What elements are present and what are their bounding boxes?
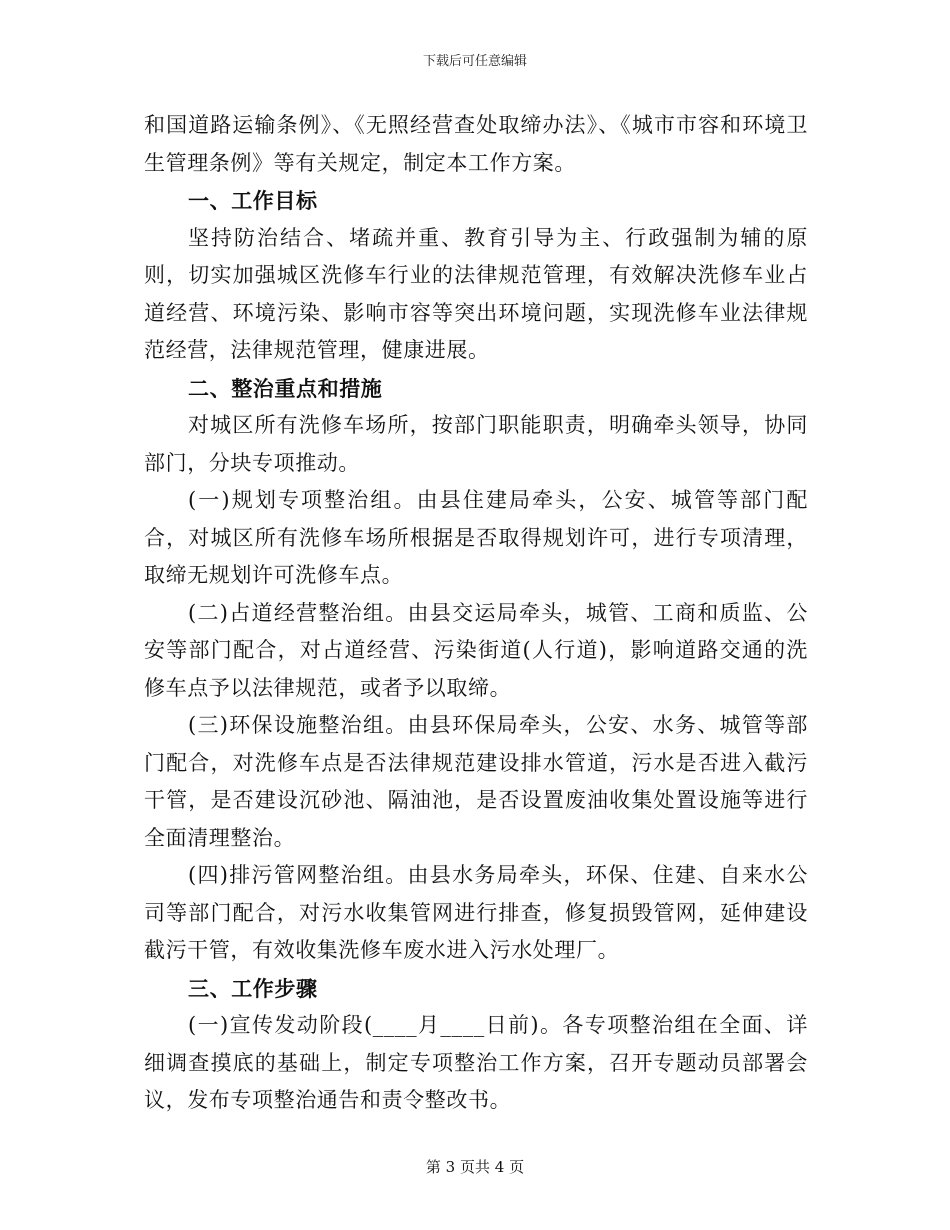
page-footer: 第 3 页共 4 页	[425, 1158, 525, 1176]
paragraph-planning-group: (一)规划专项整治组。由县住建局牵头，公安、城管等部门配合，对城区所有洗修车场所根据是否取得规划许可，进行专项清理，取缔无规划许可洗修车点。	[144, 488, 808, 587]
paragraph-environment-group: (三)环保设施整治组。由县环保局牵头，公安、水务、城管等部门配合，对洗修车点是否法律规范建设排水管道，污水是否进入截污干管，是否建设沉砂池、隔油池，是否设置废油收集处置设施等进行全面清理整治。	[144, 713, 808, 850]
paragraph-intro: 和国道路运输条例》、《无照经营查处取缔办法》、《城市市容和环境卫生管理条例》等有关规定，制定本工作方案。	[144, 113, 808, 175]
document-body	[144, 107, 808, 1120]
heading-focus-measures: 二、整治重点和措施	[188, 375, 383, 401]
paragraph-publicity-stage: (一)宣传发动阶段(____月____日前)。各专项整治组在全面、详细调查摸底的基础上，制定专项整治工作方案，召开专题动员部署会议，发布专项整治通告和责令整改书。	[144, 1013, 808, 1112]
paragraph-goals: 坚持防治结合、堵疏并重、教育引导为主、行政强制为辅的原则，切实加强城区洗修车行业的法律规范管理，有效解决洗修车业占道经营、环境污染、影响市容等突出环境问题，实现洗修车业法律规范经营，法律规范管理，健康进展。	[144, 225, 808, 362]
paragraph-sewer-group: (四)排污管网整治组。由县水务局牵头，环保、住建、自来水公司等部门配合，对污水收集管网进行排查，修复损毁管网，延伸建设截污干管，有效收集洗修车废水进入污水处理厂。	[144, 863, 808, 962]
page-header: 下载后可任意编辑	[422, 54, 527, 69]
heading-work-goals: 一、工作目标	[188, 188, 318, 213]
heading-work-steps: 三、工作步骤	[188, 975, 318, 1001]
paragraph-focus: 对城区所有洗修车场所，按部门职能职责，明确牵头领导，协同部门，分块专项推动。	[144, 413, 808, 475]
paragraph-road-group: (二)占道经营整治组。由县交运局牵头，城管、工商和质监、公安等部门配合，对占道经营、污染街道(人行道)，影响道路交通的洗修车点予以法律规范，或者予以取缔。	[144, 600, 808, 700]
